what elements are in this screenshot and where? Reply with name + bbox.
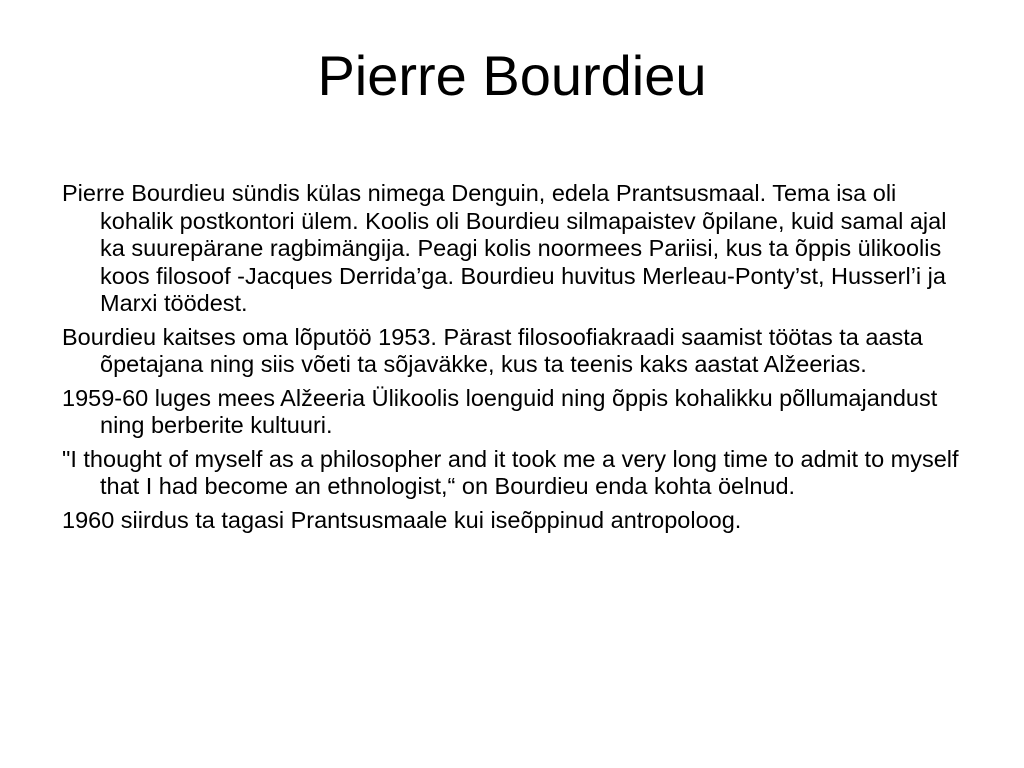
paragraph-thesis: Bourdieu kaitses oma lõputöö 1953. Pärast filosoofiakraadi saamist töötas ta aasta õpetajana ning siis võeti ta sõjaväkke, kus ta teenis kaks aastat Alžeerias. xyxy=(62,323,923,377)
paragraph-quote: "I thought of myself as a philosopher and it took me a very long time to admit to myself that I had become an ethnologist,“ on Bourdieu enda kohta öelnud. xyxy=(62,445,959,499)
slide-body xyxy=(62,180,967,540)
paragraph-birth: Pierre Bourdieu sündis külas nimega Denguin, edela Prantsusmaal. Tema isa oli kohalik postkontori ülem. Koolis oli Bourdieu silmapaistev õpilane, kuid samal ajal ka suurepärane ragbimängija. Peagi kolis noormees Pariisi, kus ta õppis ülikoolis koos filosoof -Jacques Derrida’ga. Bourdieu huvitus Merleau-Ponty’st, Husserl’i ja Marxi töödest. xyxy=(62,180,947,316)
paragraph-return: 1960 siirdus ta tagasi Prantsusmaale kui iseõppinud antropoloog. xyxy=(62,506,742,533)
slide-title: Pierre Bourdieu xyxy=(317,44,707,107)
paragraph-algeria: 1959-60 luges mees Alžeeria Ülikoolis loenguid ning õppis kohalikku põllumajandust ning berberite kultuuri. xyxy=(62,384,938,438)
